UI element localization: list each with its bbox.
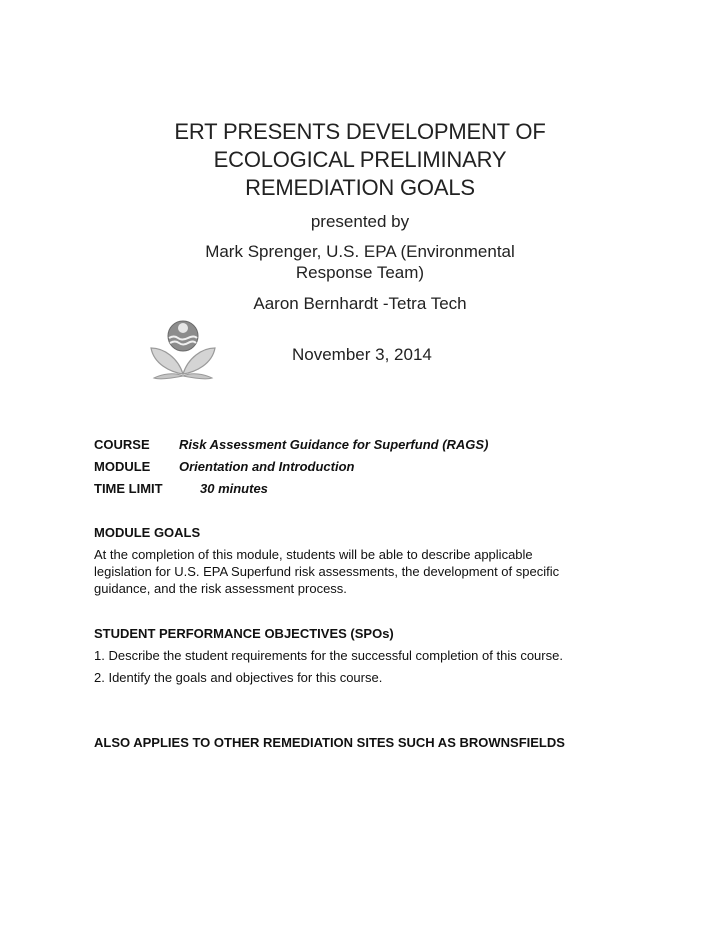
time-limit-label: TIME LIMIT [94, 481, 163, 496]
spo-item-2: 2. Identify the goals and objectives for this course. [94, 670, 383, 685]
module-value: Orientation and Introduction [179, 459, 355, 474]
epa-logo-icon [148, 318, 218, 382]
title-block [0, 118, 720, 314]
page-title-line-2: ECOLOGICAL PRELIMINARY [213, 147, 507, 172]
presenter-line-2: Response Team) [295, 263, 425, 282]
spos-heading: STUDENT PERFORMANCE OBJECTIVES (SPOs) [94, 626, 394, 641]
spo-item-1: 1. Describe the student requirements for the successful completion of this course. [94, 648, 563, 663]
time-limit-value: 30 minutes [200, 481, 268, 496]
module-goals-heading: MODULE GOALS [94, 525, 201, 540]
presenter-line-1: Mark Sprenger, U.S. EPA (Environmental [205, 242, 515, 261]
presentation-date: November 3, 2014 [292, 345, 432, 364]
module-goals-line-1: At the completion of this module, students will be able to describe applicable [94, 547, 533, 562]
page-title-line-3: REMEDIATION GOALS [245, 175, 475, 200]
course-label: COURSE [94, 437, 150, 452]
presenter-line-3: Aaron Bernhardt -Tetra Tech [253, 294, 467, 313]
module-goals-line-3: guidance, and the risk assessment process. [94, 581, 347, 596]
course-value: Risk Assessment Guidance for Superfund (RAGS) [179, 437, 489, 452]
presented-by: presented by [310, 212, 410, 231]
module-goals-line-2: legislation for U.S. EPA Superfund risk assessments, the development of specific [94, 564, 560, 579]
footer-note: ALSO APPLIES TO OTHER REMEDIATION SITES SUCH AS BROWNSFIELDS [94, 735, 565, 750]
module-label: MODULE [94, 459, 151, 474]
page-title-line-1: ERT PRESENTS DEVELOPMENT OF [174, 119, 546, 144]
module-goals-text [94, 546, 634, 597]
